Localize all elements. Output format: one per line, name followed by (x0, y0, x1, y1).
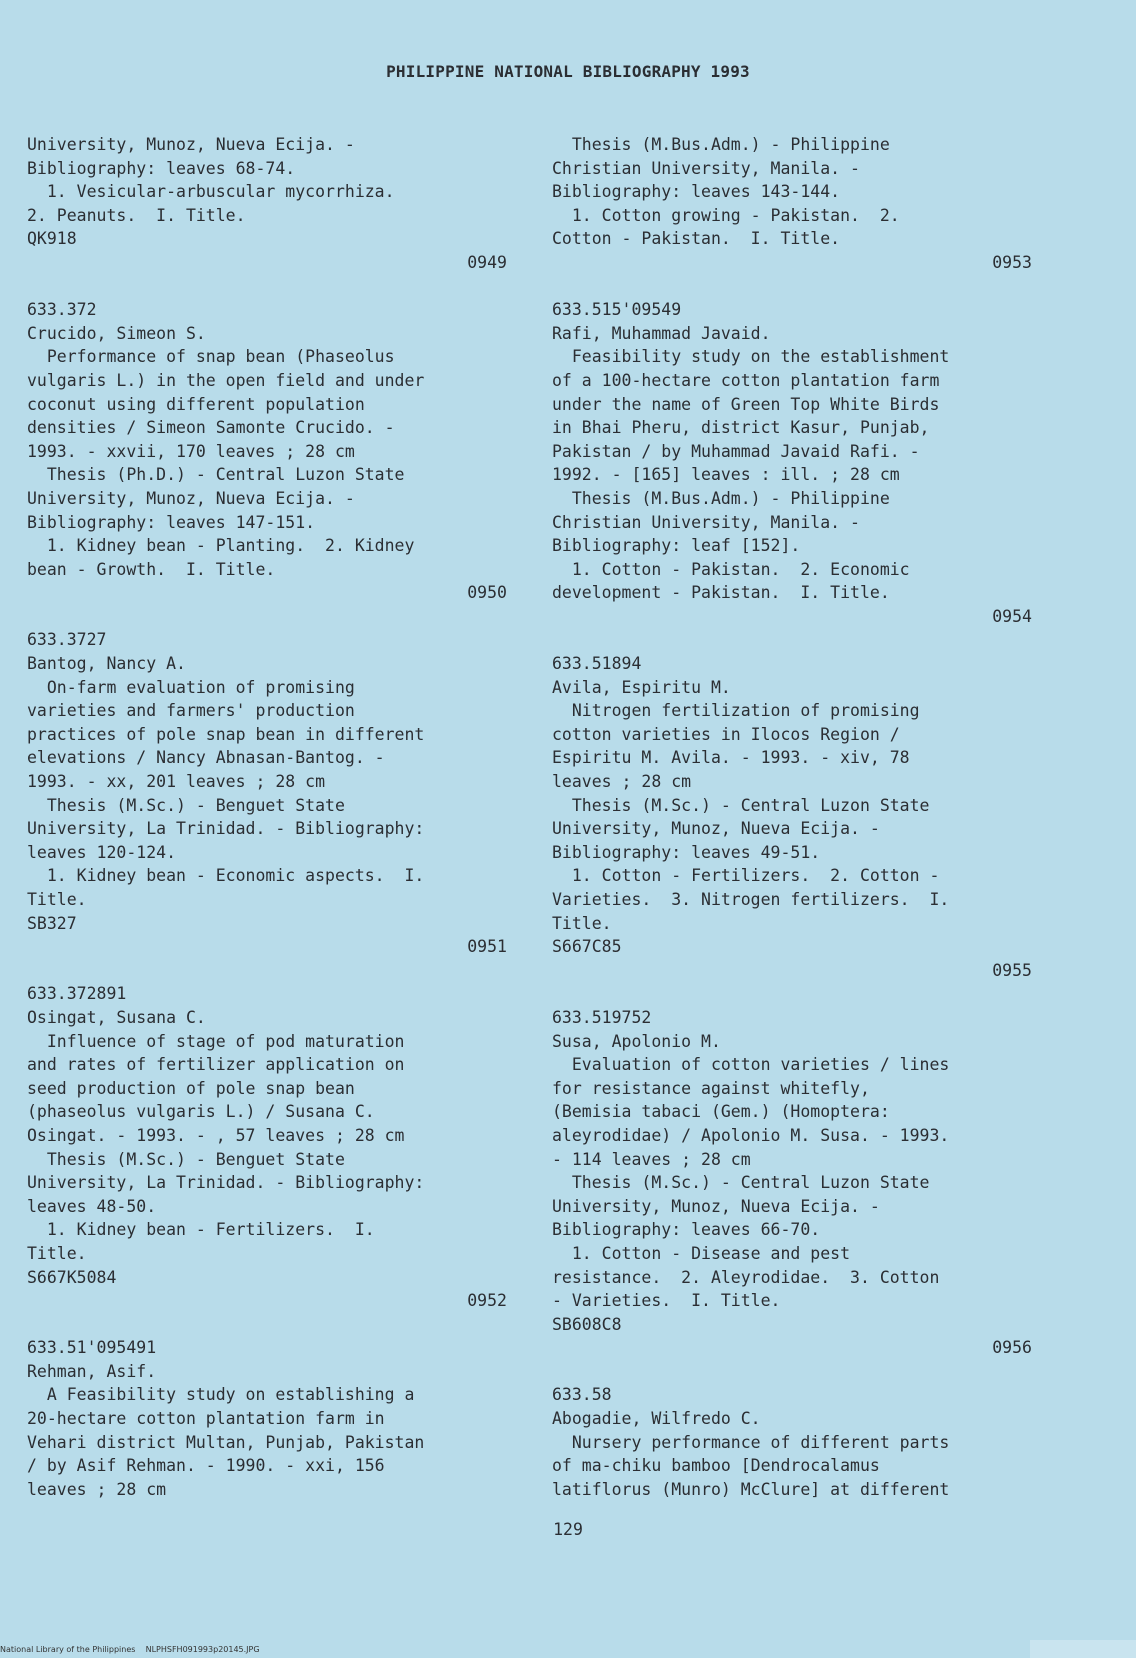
left-column (27, 133, 507, 1501)
entry-line: Susa, Apolonio M. (552, 1031, 721, 1051)
entry-line: Thesis (M.Sc.) - Central Luzon State (552, 795, 930, 815)
entry-line: bean - Growth. I. Title. (27, 559, 276, 579)
entry-line: 633.515'09549 (552, 300, 682, 320)
entry-line: Thesis (M.Sc.) - Central Luzon State (552, 1173, 930, 1193)
entry-number: 0956 (992, 1338, 1032, 1358)
entry-line: University, Munoz, Nueva Ecija. - (552, 819, 880, 839)
entry-line: Feasibility study on the establishment (552, 347, 950, 367)
entry-line: Nitrogen fertilization of promising (552, 701, 920, 721)
entry-line: 633.51'095491 (27, 1338, 157, 1358)
entry-line: under the name of Green Top White Birds (552, 394, 940, 414)
entry-line: 1. Cotton - Fertilizers. 2. Cotton - (552, 866, 940, 886)
entry-line: leaves ; 28 cm (27, 1479, 167, 1499)
entry-line: aleyrodidae) / Apolonio M. Susa. - 1993. (552, 1125, 950, 1145)
entry-line: University, La Trinidad. - Bibliography: (27, 819, 425, 839)
entry-spacer (552, 982, 1032, 1006)
entry-line: practices of pole snap bean in different (27, 724, 425, 744)
entry-number: 0949 (467, 252, 507, 272)
entry-line: densities / Simeon Samonte Crucido. - (27, 418, 395, 438)
entry-spacer (27, 1313, 507, 1337)
entry-line: Osingat, Susana C. (27, 1007, 206, 1027)
entry-line: Bibliography: leaf [152]. (552, 536, 801, 556)
entry-line: S667K5084 (27, 1267, 117, 1287)
entry-line: Thesis (M.Bus.Adm.) - Philippine (552, 135, 890, 154)
entry-line: 1. Kidney bean - Economic aspects. I. (27, 866, 425, 886)
entry-line: / by Asif Rehman. - 1990. - xxi, 156 (27, 1456, 385, 1476)
entry-spacer (552, 275, 1032, 299)
entry-line: Thesis (M.Bus.Adm.) - Philippine (552, 488, 890, 508)
entry-line: Avila, Espiritu M. (552, 677, 731, 697)
page-header: PHILIPPINE NATIONAL BIBLIOGRAPHY 1993 (386, 62, 750, 81)
entry-line: in Bhai Pheru, district Kasur, Punjab, (552, 418, 930, 438)
entry-line: 1. Cotton - Disease and pest (552, 1243, 851, 1263)
entry-line: Varieties. 3. Nitrogen fertilizers. I. (552, 890, 950, 909)
entry-line: Nursery performance of different parts (552, 1432, 950, 1452)
entry-line: Cotton - Pakistan. I. Title. (552, 229, 841, 249)
entry-line: Crucido, Simeon S. (27, 323, 206, 343)
entry-spacer (552, 1360, 1032, 1384)
entry-number: 0950 (467, 583, 507, 603)
entry-line: Rafi, Muhammad Javaid. (552, 323, 771, 343)
entry-line: coconut using different population (27, 394, 365, 414)
entry-line: Thesis (Ph.D.) - Central Luzon State (27, 465, 405, 485)
entry-line: (phaseolus vulgaris L.) / Susana C. (27, 1102, 375, 1122)
entry-spacer (27, 959, 507, 983)
entry-line: 1. Vesicular-arbuscular mycorrhiza. (27, 182, 395, 202)
entry-line: 1. Kidney bean - Planting. 2. Kidney (27, 536, 415, 556)
entry-line: University, Munoz, Nueva Ecija. - (27, 135, 355, 154)
entry-line: for resistance against whitefly, (552, 1078, 870, 1098)
entry-line: On-farm evaluation of promising (27, 677, 355, 697)
entry-number: 0954 (992, 606, 1032, 626)
entry-line: Title. (27, 1243, 87, 1263)
entry-line: University, Munoz, Nueva Ecija. - (27, 488, 355, 508)
entry-line: Vehari district Multan, Punjab, Pakistan (27, 1432, 425, 1452)
entry-line: development - Pakistan. I. Title. (552, 583, 890, 603)
entry-line: of a 100-hectare cotton plantation farm (552, 370, 940, 390)
entry-line: - 114 leaves ; 28 cm (552, 1149, 751, 1169)
entry-line: University, La Trinidad. - Bibliography: (27, 1173, 425, 1193)
entry-line: varieties and farmers' production (27, 701, 355, 721)
entry-line: QK918 (27, 229, 77, 249)
entry-line: 633.3727 (27, 630, 107, 650)
scan-edge (1030, 1640, 1136, 1658)
entry-line: vulgaris L.) in the open field and under (27, 370, 425, 390)
entry-line: 20-hectare cotton plantation farm in (27, 1409, 385, 1429)
entry-line: Bibliography: leaves 147-151. (27, 512, 316, 532)
entry-line: Bibliography: leaves 143-144. (552, 182, 841, 202)
entry-line: 1. Cotton - Pakistan. 2. Economic (552, 559, 910, 579)
entry-line: Christian University, Manila. - (552, 158, 860, 178)
entry-line: 633.372 (27, 300, 97, 320)
entry-line: Christian University, Manila. - (552, 512, 860, 532)
entry-line: 633.51894 (552, 654, 642, 674)
entry-line: Evaluation of cotton varieties / lines (552, 1055, 950, 1075)
entry-line: resistance. 2. Aleyrodidae. 3. Cotton (552, 1267, 940, 1287)
entry-line: 633.519752 (552, 1007, 652, 1027)
entry-line: Rehman, Asif. (27, 1361, 157, 1381)
entry-line: S667C85 (552, 937, 622, 957)
entry-line: SB608C8 (552, 1314, 622, 1334)
entry-number: 0951 (467, 937, 507, 957)
entry-line: University, Munoz, Nueva Ecija. - (552, 1196, 880, 1216)
entry-line: 633.372891 (27, 984, 127, 1004)
entry-line: 1. Kidney bean - Fertilizers. I. (27, 1220, 375, 1240)
entry-line: 2. Peanuts. I. Title. (27, 205, 246, 225)
entry-line: latiflorus (Munro) McClure] at different (552, 1479, 950, 1499)
entry-line: leaves ; 28 cm (552, 772, 692, 792)
page-number: 129 (553, 1520, 583, 1539)
entry-line: Performance of snap bean (Phaseolus (27, 347, 395, 367)
entry-number: 0952 (467, 1291, 507, 1311)
entry-line: 1993. - xx, 201 leaves ; 28 cm (27, 772, 326, 792)
entry-line: elevations / Nancy Abnasan-Bantog. - (27, 748, 385, 768)
entry-line: of ma-chiku bamboo [Dendrocalamus (552, 1456, 880, 1476)
entry-line: Title. (27, 890, 87, 909)
entry-line: and rates of fertilizer application on (27, 1055, 405, 1075)
entry-spacer (552, 628, 1032, 652)
entry-line: 1992. - [165] leaves : ill. ; 28 cm (552, 465, 900, 485)
entry-line: Abogadie, Wilfredo C. (552, 1409, 761, 1429)
entry-line: Thesis (M.Sc.) - Benguet State (27, 1149, 345, 1169)
entry-line: Espiritu M. Avila. - 1993. - xiv, 78 (552, 748, 910, 768)
entry-number: 0955 (992, 960, 1032, 980)
entry-line: - Varieties. I. Title. (552, 1291, 781, 1311)
entry-line: Thesis (M.Sc.) - Benguet State (27, 795, 345, 815)
entry-line: 633.58 (552, 1385, 612, 1405)
entry-number: 0953 (992, 252, 1032, 272)
entry-line: (Bemisia tabaci (Gem.) (Homoptera: (552, 1102, 890, 1122)
entry-line: Bibliography: leaves 68-74. (27, 158, 296, 178)
entry-line: leaves 48-50. (27, 1196, 157, 1216)
entry-spacer (27, 605, 507, 629)
entry-line: Title. (552, 913, 612, 933)
entry-line: Bantog, Nancy A. (27, 654, 186, 674)
entry-line: A Feasibility study on establishing a (27, 1385, 415, 1405)
entry-line: Bibliography: leaves 66-70. (552, 1220, 821, 1240)
entry-line: seed production of pole snap bean (27, 1078, 355, 1098)
entry-line: Influence of stage of pod maturation (27, 1031, 405, 1051)
entry-line: leaves 120-124. (27, 842, 177, 862)
entry-line: SB327 (27, 913, 77, 933)
entry-line: 1993. - xxvii, 170 leaves ; 28 cm (27, 441, 355, 461)
entry-line: Pakistan / by Muhammad Javaid Rafi. - (552, 441, 920, 461)
scan-footer: National Library of the Philippines NLPHSFH091993p20145.JPG (0, 1645, 260, 1654)
entry-spacer (27, 275, 507, 299)
entry-line: Osingat. - 1993. - , 57 leaves ; 28 cm (27, 1125, 405, 1145)
entry-line: cotton varieties in Ilocos Region / (552, 724, 900, 744)
entry-line: 1. Cotton growing - Pakistan. 2. (552, 205, 900, 225)
right-column (552, 133, 1032, 1501)
entry-line: Bibliography: leaves 49-51. (552, 842, 821, 862)
